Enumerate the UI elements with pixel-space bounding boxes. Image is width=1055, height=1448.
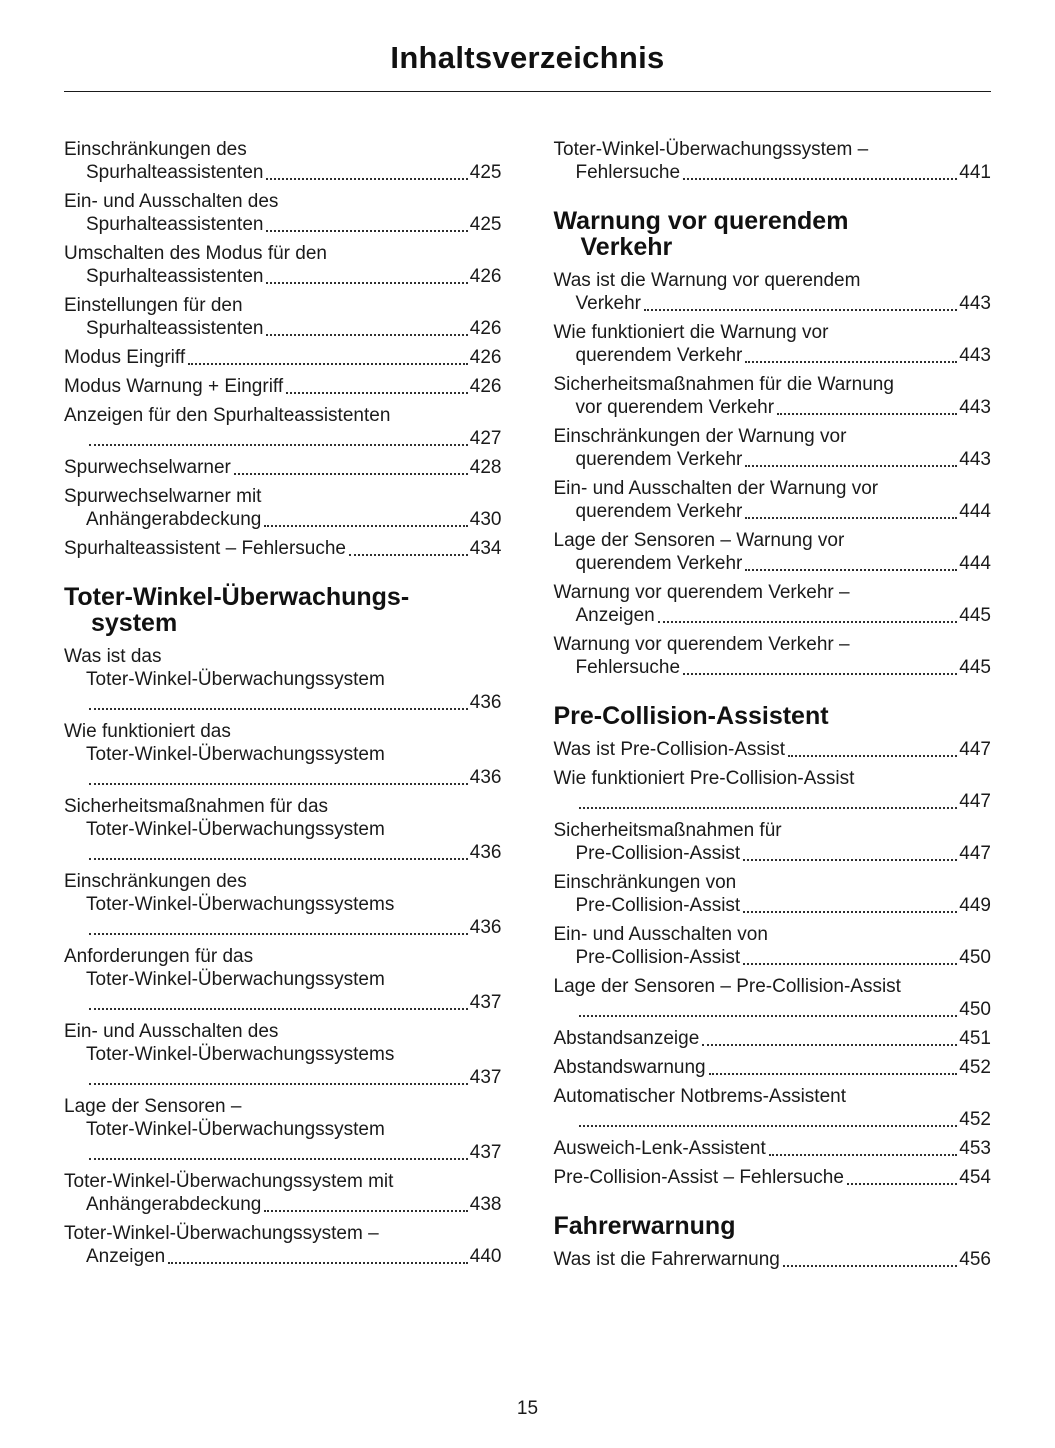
toc-entry-line: Anforderungen für das: [64, 946, 254, 967]
toc-entry-line: Was ist die Warnung vor querendem: [553, 270, 861, 291]
toc-entry-line: Umschalten des Modus für den: [64, 243, 327, 264]
toc-column-left: [64, 138, 502, 1274]
toc-entry-text: Anzeigen: [575, 605, 655, 626]
toc-entry: [64, 720, 502, 789]
toc-entry: [554, 477, 992, 523]
toc-entry: [554, 1085, 992, 1131]
dot-leader: [168, 1245, 468, 1264]
toc-entry-text: Abstandsanzeige: [553, 1028, 700, 1049]
toc-entry-text: Fehlersuche: [575, 162, 681, 183]
dot-leader: [349, 537, 468, 556]
toc-entry-page-number: 428: [469, 457, 502, 478]
toc-entry-leader-row: [64, 427, 502, 450]
toc-entry-page-number: 426: [469, 376, 502, 397]
toc-entry-text: Was ist Pre-Collision-Assist: [553, 739, 786, 760]
toc-entry-line: Ein- und Ausschalten des: [64, 191, 279, 212]
toc-entry-page-number: 426: [469, 318, 502, 339]
toc-entry-leader-row: [554, 292, 992, 315]
toc-entry-page-number: 443: [959, 345, 991, 366]
toc-entry-leader-row: [64, 841, 502, 864]
toc-entry-leader-row: [554, 161, 992, 184]
toc-entry-text: Spurhalteassistenten: [86, 162, 264, 183]
toc-entry: [554, 923, 992, 969]
toc-entry-leader-row: [64, 265, 502, 288]
toc-entry-leader-row: [554, 790, 992, 813]
dot-leader: [745, 344, 957, 363]
toc-entry-page-number: 436: [469, 917, 502, 938]
toc-entry-line: Sicherheitsmaßnahmen für das: [64, 796, 329, 817]
toc-entry-text: Spurhalteassistenten: [86, 318, 264, 339]
toc-entry-leader-row: [554, 1027, 992, 1050]
toc-entry-page-number: 447: [959, 739, 991, 760]
toc-entry: [64, 294, 502, 340]
toc-entry-text: Modus Warnung + Eingriff: [64, 376, 284, 397]
toc-entry-leader-row: [554, 1248, 992, 1271]
dot-leader: [579, 998, 958, 1017]
dot-leader: [788, 738, 957, 757]
toc-entry-leader-row: [554, 946, 992, 969]
toc-entry: [64, 945, 502, 1014]
page-number: 15: [516, 1398, 539, 1419]
dot-leader: [745, 448, 957, 467]
toc-entry-page-number: 438: [469, 1194, 502, 1215]
toc-entry-page-number: 450: [959, 947, 991, 968]
page-title: Inhaltsverzeichnis: [390, 40, 665, 75]
toc-entry-line: Lage der Sensoren –: [64, 1096, 242, 1117]
toc-entry: [64, 404, 502, 450]
toc-entry: [554, 269, 992, 315]
toc-entry-leader-row: [64, 375, 502, 398]
toc-entry-line: Warnung vor querendem Verkehr –: [553, 634, 850, 655]
toc-entry-line: Toter-Winkel-Überwachungssystem: [86, 1119, 385, 1140]
toc-entry-line: Sicherheitsmaßnahmen für: [553, 820, 782, 841]
toc-entry-page-number: 436: [469, 842, 502, 863]
section-heading-line: Verkehr: [580, 233, 673, 261]
dot-leader: [743, 946, 957, 965]
page-footer: [64, 1380, 991, 1420]
toc-entry: [554, 1027, 992, 1050]
toc-entry-leader-row: [64, 537, 502, 560]
toc-entry-text: Pre-Collision-Assist: [575, 895, 741, 916]
toc-entry-page-number: 440: [469, 1246, 502, 1267]
dot-leader: [702, 1027, 957, 1046]
toc-entry-line: Einstellungen für den: [64, 295, 243, 316]
toc-entry-text: Spurwechselwarner: [64, 457, 231, 478]
toc-entry-text: Abstandswarnung: [553, 1057, 706, 1078]
toc-entry-line: Toter-Winkel-Überwachungssystem: [86, 669, 385, 690]
dot-leader: [89, 427, 468, 446]
toc-entry-line: Einschränkungen von: [553, 872, 737, 893]
toc-entry-page-number: 449: [959, 895, 991, 916]
dot-leader: [234, 456, 468, 475]
toc-entry-page-number: 425: [469, 162, 502, 183]
toc-entry-leader-row: [554, 738, 992, 761]
toc-entry-leader-row: [64, 1193, 502, 1216]
toc-entry: [64, 1170, 502, 1216]
toc-entry-line: Wie funktioniert die Warnung vor: [553, 322, 829, 343]
toc-entry-line: Ein- und Ausschalten von: [553, 924, 768, 945]
toc-entry-text: Anhängerabdeckung: [86, 509, 262, 530]
dot-leader: [89, 991, 468, 1010]
toc-entry: [554, 529, 992, 575]
toc-entry-page-number: 444: [959, 501, 991, 522]
section-heading-line: Warnung vor querendem: [553, 207, 849, 235]
toc-entry-text: querendem Verkehr: [575, 449, 743, 470]
toc-entry-page-number: 447: [959, 791, 991, 812]
toc-entry: [64, 1020, 502, 1089]
toc-column-right: [554, 138, 992, 1277]
toc-entry-line: Einschränkungen der Warnung vor: [553, 426, 847, 447]
toc-entry-text: Pre-Collision-Assist – Fehlersuche: [553, 1167, 844, 1188]
toc-entry-text: vor querendem Verkehr: [575, 397, 775, 418]
toc-entry: [64, 242, 502, 288]
dot-leader: [266, 265, 467, 284]
toc-entry: [554, 1137, 992, 1160]
dot-leader: [745, 552, 957, 571]
toc-entry-page-number: 436: [469, 692, 502, 713]
toc-entry-leader-row: [64, 456, 502, 479]
toc-entry: [64, 375, 502, 398]
dot-leader: [847, 1166, 957, 1185]
toc-entry: [554, 819, 992, 865]
toc-entry-leader-row: [554, 552, 992, 575]
toc-entry-line: Wie funktioniert das: [64, 721, 231, 742]
toc-entry-leader-row: [554, 1166, 992, 1189]
toc-columns: [64, 138, 991, 1380]
toc-entry-leader-row: [554, 500, 992, 523]
toc-entry-text: Spurhalteassistenten: [86, 266, 264, 287]
dot-leader: [266, 213, 467, 232]
toc-entry-page-number: 437: [469, 1067, 502, 1088]
toc-entry: [554, 871, 992, 917]
toc-entry: [64, 537, 502, 560]
toc-entry-page-number: 456: [959, 1249, 991, 1270]
toc-entry-line: Sicherheitsmaßnahmen für die Warnung: [553, 374, 894, 395]
toc-entry-line: Was ist das: [64, 646, 162, 667]
toc-entry: [64, 870, 502, 939]
toc-entry-page-number: 454: [959, 1167, 991, 1188]
toc-entry-page-number: 445: [959, 605, 991, 626]
toc-entry-page-number: 450: [959, 999, 991, 1020]
toc-entry-text: Spurhalteassistenten: [86, 214, 264, 235]
toc-entry-page-number: 444: [959, 553, 991, 574]
toc-entry-leader-row: [64, 346, 502, 369]
toc-entry-leader-row: [554, 1137, 992, 1160]
page-header: [64, 40, 991, 92]
toc-entry-leader-row: [554, 344, 992, 367]
toc-entry-text: querendem Verkehr: [575, 345, 743, 366]
dot-leader: [579, 790, 958, 809]
toc-entry-line: Toter-Winkel-Überwachungssystem –: [553, 139, 869, 160]
dot-leader: [89, 766, 468, 785]
toc-entry-leader-row: [64, 766, 502, 789]
dot-leader: [743, 894, 957, 913]
toc-entry-leader-row: [64, 991, 502, 1014]
toc-entry-text: Was ist die Fahrerwarnung: [553, 1249, 780, 1270]
dot-leader: [89, 1141, 468, 1160]
toc-entry-leader-row: [64, 213, 502, 236]
dot-leader: [745, 500, 957, 519]
toc-entry-text: Spurhalteassistent – Fehlersuche: [64, 538, 346, 559]
toc-entry: [64, 795, 502, 864]
dot-leader: [89, 1066, 468, 1085]
toc-entry-page-number: 425: [469, 214, 502, 235]
toc-entry-line: Toter-Winkel-Überwachungssystem: [86, 819, 385, 840]
toc-entry-line: Toter-Winkel-Überwachungssystem mit: [64, 1171, 394, 1192]
toc-entry-page-number: 443: [959, 397, 991, 418]
dot-leader: [683, 161, 957, 180]
toc-entry: [64, 456, 502, 479]
toc-entry: [554, 738, 992, 761]
toc-entry-leader-row: [64, 691, 502, 714]
toc-entry-text: Pre-Collision-Assist: [575, 843, 741, 864]
toc-entry-line: Spurwechselwarner mit: [64, 486, 262, 507]
section-heading-line: system: [91, 609, 178, 637]
toc-entry: [554, 1166, 992, 1189]
toc-entry-page-number: 426: [469, 266, 502, 287]
toc-entry-text: Fehlersuche: [575, 657, 681, 678]
toc-entry-leader-row: [554, 604, 992, 627]
toc-entry-leader-row: [64, 161, 502, 184]
toc-entry: [554, 1056, 992, 1079]
toc-entry-leader-row: [64, 1245, 502, 1268]
toc-entry-line: Einschränkungen des: [64, 871, 247, 892]
dot-leader: [743, 842, 957, 861]
toc-entry-page-number: 453: [959, 1138, 991, 1159]
toc-entry-line: Warnung vor querendem Verkehr –: [553, 582, 850, 603]
toc-entry: [64, 645, 502, 714]
dot-leader: [266, 161, 467, 180]
toc-entry-line: Toter-Winkel-Überwachungssystems: [86, 894, 395, 915]
title-divider: [64, 91, 991, 92]
toc-entry-text: Verkehr: [575, 293, 641, 314]
dot-leader: [264, 508, 467, 527]
dot-leader: [783, 1248, 957, 1267]
toc-entry-line: Wie funktioniert Pre-Collision-Assist: [553, 768, 855, 789]
toc-entry-text: Anhängerabdeckung: [86, 1194, 262, 1215]
toc-entry-text: Pre-Collision-Assist: [575, 947, 741, 968]
toc-entry-page-number: 426: [469, 347, 502, 368]
toc-entry-page-number: 452: [959, 1109, 991, 1130]
toc-entry: [554, 425, 992, 471]
toc-entry-page-number: 441: [959, 162, 991, 183]
toc-entry-page-number: 427: [469, 428, 502, 449]
dot-leader: [709, 1056, 958, 1075]
dot-leader: [89, 916, 468, 935]
toc-entry-line: Lage der Sensoren – Pre-Collision-Assist: [553, 976, 901, 997]
dot-leader: [89, 691, 468, 710]
section-heading: [64, 584, 502, 636]
toc-entry: [554, 1248, 992, 1271]
toc-entry-page-number: 436: [469, 767, 502, 788]
toc-entry-text: Modus Eingriff: [64, 347, 186, 368]
section-heading-line: Pre-Collision-Assistent: [553, 702, 829, 730]
toc-entry: [64, 346, 502, 369]
toc-entry-line: Toter-Winkel-Überwachungssystem –: [64, 1223, 379, 1244]
toc-entry: [64, 485, 502, 531]
toc-entry-leader-row: [554, 448, 992, 471]
toc-entry-page-number: 437: [469, 992, 502, 1013]
dot-leader: [579, 1108, 958, 1127]
toc-entry-text: Ausweich-Lenk-Assistent: [553, 1138, 766, 1159]
section-heading-line: Toter-Winkel-Überwachungs-: [64, 583, 410, 611]
toc-entry-page-number: 452: [959, 1057, 991, 1078]
toc-entry-page-number: 437: [469, 1142, 502, 1163]
toc-entry-text: querendem Verkehr: [575, 501, 743, 522]
toc-entry-leader-row: [554, 1056, 992, 1079]
toc-entry-line: Automatischer Notbrems-Assistent: [553, 1086, 846, 1107]
dot-leader: [658, 604, 958, 623]
dot-leader: [266, 317, 467, 336]
toc-entry-leader-row: [64, 1066, 502, 1089]
section-heading: [554, 1213, 992, 1239]
toc-entry-text: Anzeigen: [86, 1246, 166, 1267]
toc-entry-leader-row: [554, 842, 992, 865]
toc-entry-line: Ein- und Ausschalten des: [64, 1021, 279, 1042]
toc-entry-line: Toter-Winkel-Überwachungssystems: [86, 1044, 395, 1065]
toc-entry: [554, 321, 992, 367]
toc-entry-line: Anzeigen für den Spurhalteassistenten: [64, 405, 391, 426]
toc-entry: [64, 190, 502, 236]
toc-entry-leader-row: [554, 998, 992, 1021]
toc-entry-page-number: 430: [469, 509, 502, 530]
toc-entry-leader-row: [64, 1141, 502, 1164]
toc-entry: [554, 767, 992, 813]
toc-entry-page-number: 434: [469, 538, 502, 559]
dot-leader: [188, 346, 468, 365]
section-heading-line: Fahrerwarnung: [553, 1212, 736, 1240]
toc-entry-line: Toter-Winkel-Überwachungssystem: [86, 969, 385, 990]
section-heading: [554, 703, 992, 729]
dot-leader: [264, 1193, 467, 1212]
toc-entry: [554, 633, 992, 679]
toc-entry-page-number: 443: [959, 293, 991, 314]
toc-entry-leader-row: [554, 656, 992, 679]
toc-entry-text: querendem Verkehr: [575, 553, 743, 574]
toc-entry-leader-row: [554, 396, 992, 419]
toc-entry-line: Toter-Winkel-Überwachungssystem: [86, 744, 385, 765]
toc-entry-line: Ein- und Ausschalten der Warnung vor: [553, 478, 879, 499]
toc-entry-leader-row: [64, 916, 502, 939]
toc-entry: [64, 138, 502, 184]
toc-entry: [554, 138, 992, 184]
toc-entry-line: Einschränkungen des: [64, 139, 247, 160]
toc-entry-page-number: 445: [959, 657, 991, 678]
toc-entry-leader-row: [554, 1108, 992, 1131]
toc-entry: [64, 1095, 502, 1164]
toc-entry-leader-row: [64, 317, 502, 340]
toc-entry: [554, 581, 992, 627]
toc-entry: [554, 975, 992, 1021]
toc-entry-leader-row: [554, 894, 992, 917]
dot-leader: [286, 375, 468, 394]
dot-leader: [683, 656, 957, 675]
toc-entry-page-number: 451: [959, 1028, 991, 1049]
toc-entry-line: Lage der Sensoren – Warnung vor: [553, 530, 845, 551]
dot-leader: [769, 1137, 958, 1156]
toc-entry: [64, 1222, 502, 1268]
toc-entry: [554, 373, 992, 419]
dot-leader: [777, 396, 957, 415]
dot-leader: [644, 292, 957, 311]
toc-entry-page-number: 443: [959, 449, 991, 470]
section-heading: [554, 208, 992, 260]
toc-entry-page-number: 447: [959, 843, 991, 864]
toc-entry-leader-row: [64, 508, 502, 531]
dot-leader: [89, 841, 468, 860]
